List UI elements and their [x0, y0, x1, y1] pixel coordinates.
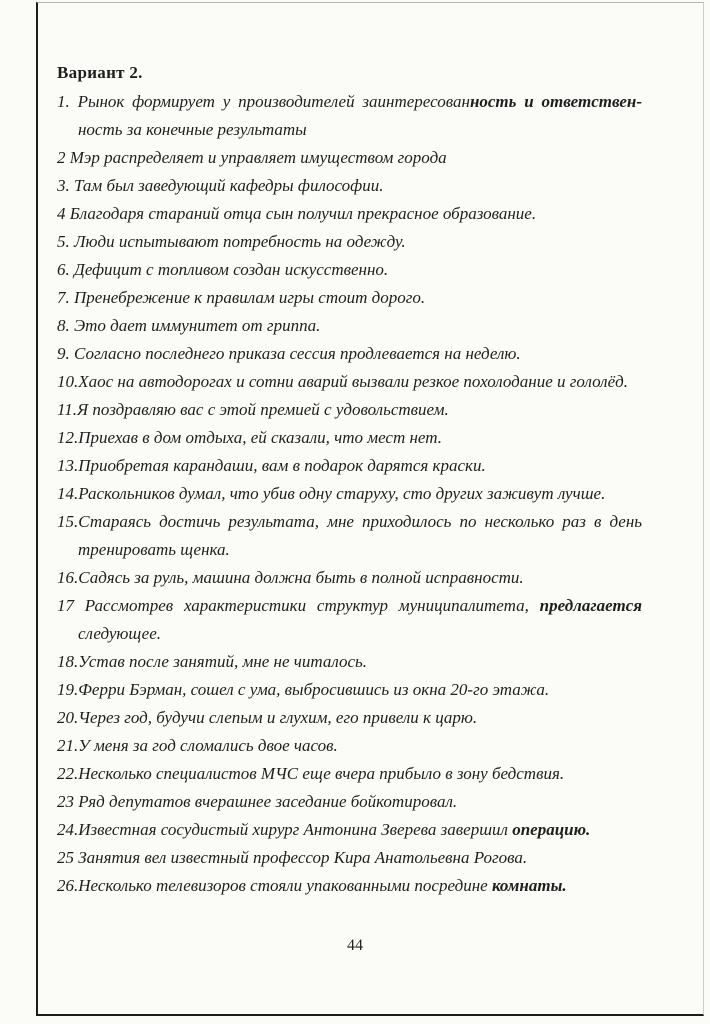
text-line: [57, 816, 642, 844]
list-item: [57, 648, 642, 676]
list-item: [57, 564, 642, 592]
list-item: [57, 144, 642, 172]
item-number: 18.: [57, 652, 79, 671]
text-run: Ряд депутатов вчерашнее заседание бойкотировал.: [74, 792, 458, 811]
text-run: Хаос на автодорогах и сотни аварий вызвали резкое похолодание и гололёд.: [78, 372, 628, 391]
list-item: [57, 396, 642, 424]
list-item: [57, 452, 642, 480]
text-line: [57, 844, 642, 872]
list-item: [57, 228, 642, 256]
item-number: 20.: [57, 708, 79, 727]
text-run: Устав после занятий, мне не читалось.: [78, 652, 368, 671]
text-run: Раскольников думал, что убив одну старуху, сто других заживут лучше.: [78, 484, 606, 503]
text-line: [57, 424, 642, 452]
item-number: 22.: [57, 764, 79, 783]
text-run: Мэр распределяет и управляет имуществом города: [65, 148, 447, 167]
text-line: [57, 340, 642, 368]
text-line: [57, 508, 642, 536]
list-item: [57, 760, 642, 788]
list-item: [57, 704, 642, 732]
item-number: 16.: [57, 568, 79, 587]
text-line: [57, 592, 642, 620]
page-number: 44: [347, 937, 363, 954]
text-run: Стараясь достичь результата, мне приходилось по несколько раз в день: [78, 512, 642, 531]
list-item: [57, 368, 642, 396]
text-line: [57, 788, 642, 816]
text-line: [57, 872, 642, 900]
item-number: 5.: [57, 232, 70, 251]
bold-text-run: предлагается: [539, 596, 642, 615]
text-line: [57, 228, 642, 256]
text-line: [57, 620, 642, 648]
text-run: Это дает иммунитет от гриппа.: [69, 316, 321, 335]
item-number: 15.: [57, 512, 79, 531]
text-line: [57, 396, 642, 424]
list-item: [57, 88, 642, 144]
text-run: Дефицит с топливом создан искусственно.: [69, 260, 389, 279]
item-number: 17: [57, 596, 74, 615]
item-number: 4: [57, 204, 66, 223]
text-run: Там был заведующий кафедры философии.: [69, 176, 384, 195]
list-item: [57, 312, 642, 340]
text-line: [57, 368, 642, 396]
text-run: Через год, будучи слепым и глухим, его привели к царю.: [78, 708, 478, 727]
text-run: тренировать щенка.: [78, 540, 230, 559]
item-number: 23: [57, 792, 74, 811]
item-number: 3.: [57, 176, 70, 195]
list-item: [57, 172, 642, 200]
text-line: [57, 256, 642, 284]
item-number: 26.: [57, 876, 79, 895]
text-run: Рынок формирует у производителей заинтересован: [69, 92, 470, 111]
item-number: 6.: [57, 260, 70, 279]
text-line: [57, 536, 642, 564]
text-run: Приобретая карандаши, вам в подарок дарятся краски.: [78, 456, 486, 475]
item-number: 9.: [57, 344, 70, 363]
item-number: 19.: [57, 680, 79, 699]
list-item: [57, 284, 642, 312]
text-run: Я поздравляю вас с этой премией с удовольствием.: [77, 400, 449, 419]
item-number: 11.: [57, 400, 77, 419]
list-item: [57, 340, 642, 368]
bold-text-run: операцию.: [512, 820, 591, 839]
text-line: [57, 144, 642, 172]
list-item: [57, 592, 642, 648]
list-item: [57, 200, 642, 228]
text-line: [57, 676, 642, 704]
list-item: [57, 816, 642, 844]
item-list: [57, 88, 642, 900]
text-run: Рассмотрев характеристики структур муниципалитета,: [74, 596, 540, 615]
item-number: 21.: [57, 736, 79, 755]
text-line: [57, 704, 642, 732]
text-line: [57, 760, 642, 788]
page-content: [57, 60, 642, 900]
bold-text-run: ность и ответствен-: [469, 92, 642, 111]
list-item: [57, 844, 642, 872]
list-item: [57, 788, 642, 816]
text-line: [57, 480, 642, 508]
text-run: Благодаря стараний отца сын получил прекрасное образование.: [65, 204, 537, 223]
text-line: [57, 564, 642, 592]
list-item: [57, 256, 642, 284]
text-run: Ферри Бэрман, сошел с ума, выбросившись из окна 20-го этажа.: [78, 680, 550, 699]
item-number: 14.: [57, 484, 79, 503]
item-number: 8.: [57, 316, 70, 335]
item-number: 10.: [57, 372, 79, 391]
text-run: Согласно последнего приказа сессия продлевается на неделю.: [69, 344, 521, 363]
text-run: Известная сосудистый хирург Антонина Зверева завершил: [78, 820, 513, 839]
text-line: [57, 452, 642, 480]
page-title: Вариант 2.: [57, 63, 143, 82]
text-line: [57, 648, 642, 676]
item-number: 24.: [57, 820, 79, 839]
text-run: Люди испытывают потребность на одежду.: [69, 232, 406, 251]
text-line: [57, 200, 642, 228]
item-number: 13.: [57, 456, 79, 475]
list-item: [57, 424, 642, 452]
text-line: [57, 312, 642, 340]
text-run: Приехав в дом отдыха, ей сказали, что мест нет.: [78, 428, 442, 447]
text-run: ность за конечные результаты: [78, 120, 307, 139]
list-item: [57, 732, 642, 760]
item-number: 25: [57, 848, 74, 867]
list-item: [57, 480, 642, 508]
text-run: Занятия вел известный профессор Кира Анатольевна Рогова.: [74, 848, 528, 867]
text-line: [57, 172, 642, 200]
list-item: [57, 872, 642, 900]
item-number: 1.: [57, 92, 70, 111]
text-line: [57, 88, 642, 116]
text-run: Садясь за руль, машина должна быть в полной исправности.: [78, 568, 524, 587]
item-number: 2: [57, 148, 66, 167]
list-item: [57, 508, 642, 564]
text-line: [57, 732, 642, 760]
text-line: [57, 116, 642, 144]
text-run: Несколько специалистов МЧС еще вчера прибыло в зону бедствия.: [78, 764, 565, 783]
item-number: 7.: [57, 288, 70, 307]
text-run: Пренебрежение к правилам игры стоит дорого.: [69, 288, 426, 307]
list-item: [57, 676, 642, 704]
text-run: следующее.: [78, 624, 162, 643]
item-number: 12.: [57, 428, 79, 447]
text-run: У меня за год сломались двое часов.: [78, 736, 338, 755]
text-run: Несколько телевизоров стояли упакованными посредине: [78, 876, 492, 895]
bold-text-run: комнаты.: [491, 876, 567, 895]
text-line: [57, 284, 642, 312]
